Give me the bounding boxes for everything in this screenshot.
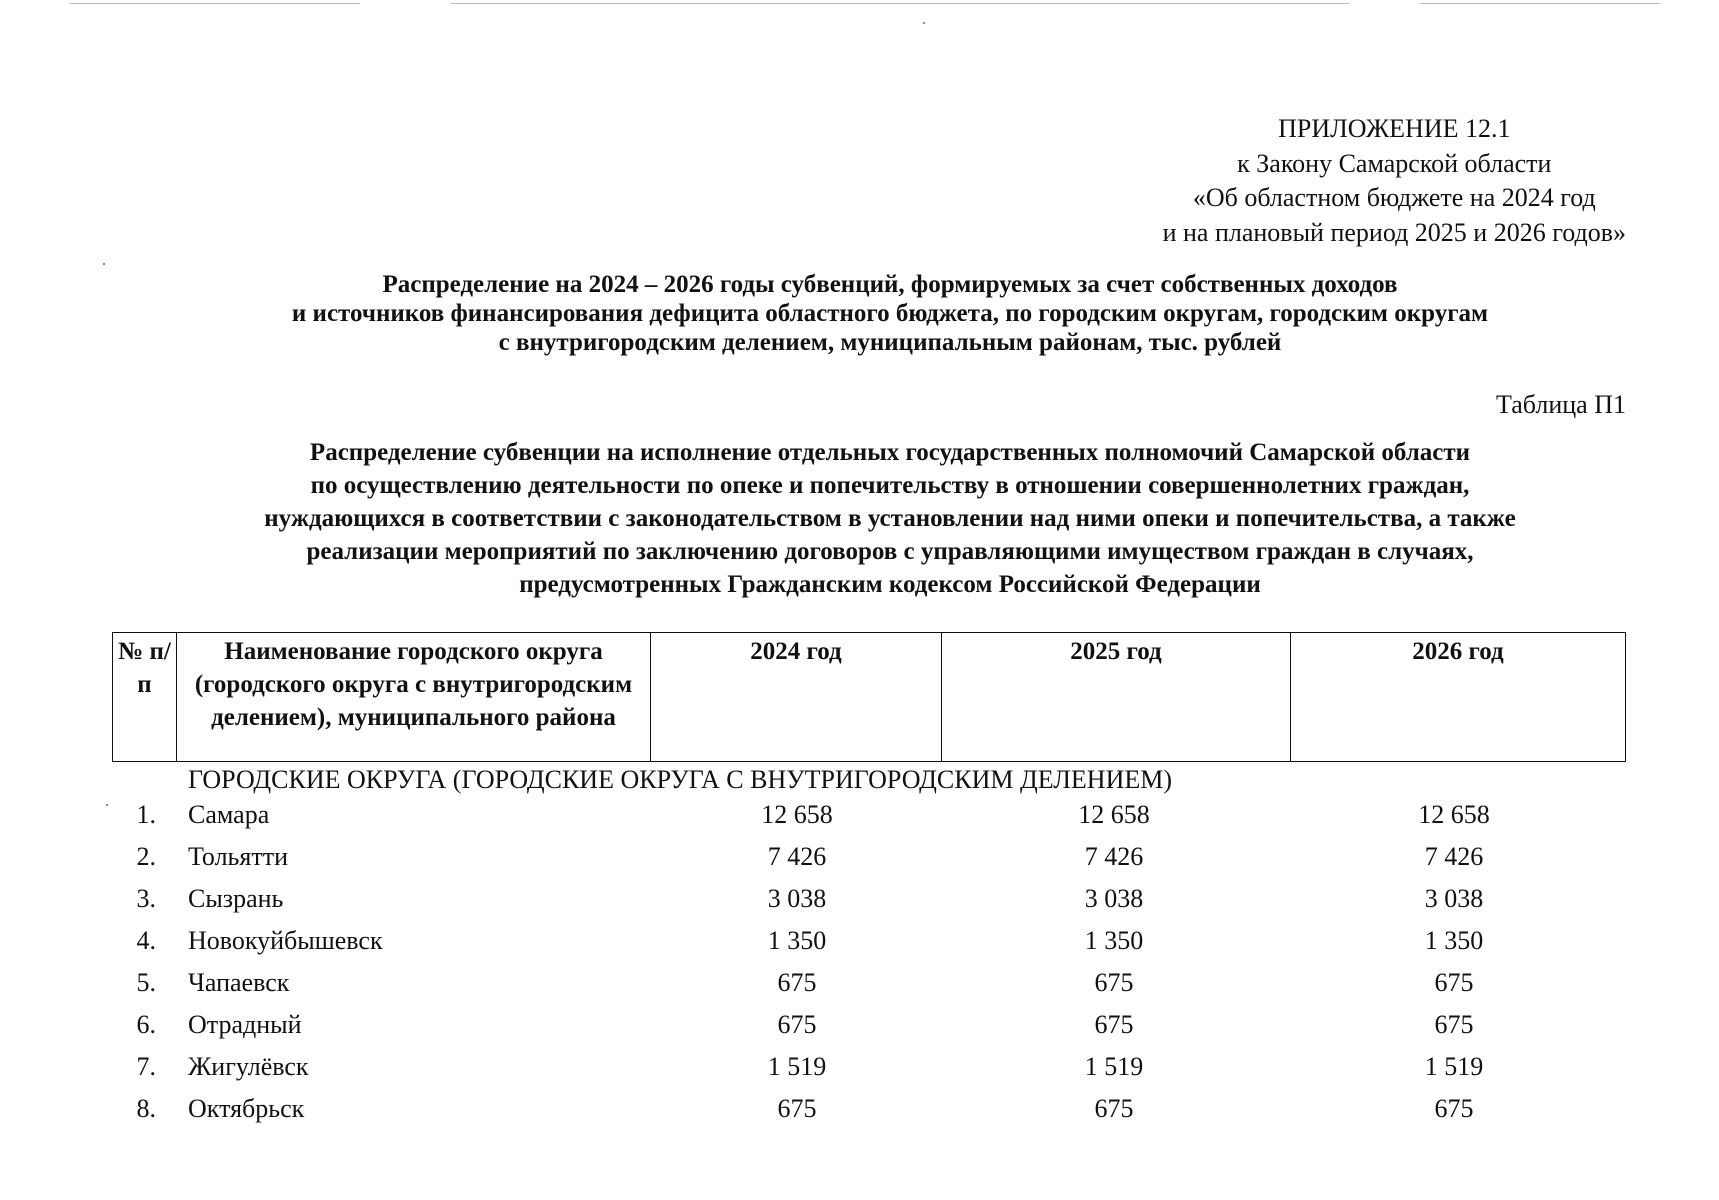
row-value-2026: 1 519 bbox=[1424, 1052, 1484, 1081]
table-row bbox=[0, 795, 1719, 835]
row-number: 8. bbox=[136, 1094, 156, 1123]
title-line: с внутригородским делением, муниципальным районам, тыс. рублей bbox=[498, 329, 1282, 356]
row-value-2024: 675 bbox=[777, 1094, 817, 1123]
row-value-2026: 12 658 bbox=[1418, 800, 1490, 829]
row-name: Сызрань bbox=[188, 884, 284, 913]
row-value-2026: 3 038 bbox=[1424, 884, 1484, 913]
row-number: 1. bbox=[136, 800, 156, 829]
row-value-2024: 1 350 bbox=[767, 926, 827, 955]
table-title-line: нуждающихся в соответствии с законодательством в установлении над ними опеки и попечительства, а также bbox=[264, 505, 1516, 532]
scan-edge-line bbox=[450, 3, 1350, 4]
header-name: Наименование городского округа (городского округа с внутригородским делением), муниципального района bbox=[177, 633, 651, 762]
table-row bbox=[0, 1005, 1719, 1045]
row-value-2026: 7 426 bbox=[1424, 842, 1484, 871]
row-value-2025: 1 350 bbox=[1084, 926, 1144, 955]
row-name: Новокуйбышевск bbox=[188, 926, 383, 955]
group-label: ГОРОДСКИЕ ОКРУГА (ГОРОДСКИЕ ОКРУГА С ВНУТРИГОРОДСКИМ ДЕЛЕНИЕМ) bbox=[188, 765, 1173, 794]
row-number: 6. bbox=[136, 1010, 156, 1039]
row-value-2025: 675 bbox=[1094, 1094, 1134, 1123]
row-value-2026: 1 350 bbox=[1424, 926, 1484, 955]
row-number: 3. bbox=[136, 884, 156, 913]
row-number: 2. bbox=[136, 842, 156, 871]
table-title-line: предусмотренных Гражданским кодексом Российской Федерации bbox=[519, 571, 1261, 598]
row-name: Отрадный bbox=[188, 1010, 302, 1039]
row-value-2026: 675 bbox=[1434, 1094, 1474, 1123]
title-line: и источников финансирования дефицита областного бюджета, по городским округам, городским округам bbox=[291, 300, 1489, 327]
row-value-2025: 1 519 bbox=[1084, 1052, 1144, 1081]
scan-edge-line bbox=[1420, 3, 1660, 4]
row-name: Жигулёвск bbox=[188, 1052, 309, 1081]
appendix-header bbox=[1163, 112, 1626, 250]
row-value-2026: 675 bbox=[1434, 1010, 1474, 1039]
header-2026: 2026 год bbox=[1291, 633, 1626, 762]
appendix-line: ПРИЛОЖЕНИЕ 12.1 bbox=[1278, 114, 1511, 143]
row-value-2024: 3 038 bbox=[767, 884, 827, 913]
header-number: № п/п bbox=[113, 633, 177, 762]
row-name: Самара bbox=[188, 800, 270, 829]
appendix-line: к Закону Самарской области bbox=[1237, 148, 1552, 178]
table-title-line: реализации мероприятий по заключению договоров с управляющими имуществом граждан в случаях, bbox=[306, 538, 1474, 565]
row-name: Октябрьск bbox=[188, 1094, 305, 1123]
row-value-2024: 1 519 bbox=[767, 1052, 827, 1081]
scan-speck bbox=[103, 263, 105, 265]
table-title-line: Распределение субвенции на исполнение отдельных государственных полномочий Самарской области bbox=[309, 439, 1471, 466]
row-value-2025: 7 426 bbox=[1084, 842, 1144, 871]
table-row bbox=[0, 1089, 1719, 1129]
row-value-2024: 675 bbox=[777, 1010, 817, 1039]
title-line: Распределение на 2024 – 2026 годы субвенций, формируемых за счет собственных доходов bbox=[382, 271, 1398, 298]
scan-edge-line bbox=[70, 3, 360, 4]
table-title-line: по осуществлению деятельности по опеке и попечительству в отношении совершеннолетних граждан, bbox=[310, 472, 1470, 499]
row-value-2025: 12 658 bbox=[1078, 800, 1150, 829]
appendix-line: и на плановый период 2025 и 2026 годов» bbox=[1162, 217, 1626, 247]
row-number: 7. bbox=[136, 1052, 156, 1081]
appendix-line: «Об областном бюджете на 2024 год bbox=[1192, 183, 1596, 212]
table-row bbox=[0, 879, 1719, 919]
table-row bbox=[0, 1047, 1719, 1087]
header-2025: 2025 год bbox=[942, 633, 1291, 762]
row-value-2024: 675 bbox=[777, 968, 817, 997]
table-number: Таблица П1 bbox=[1496, 390, 1626, 419]
table-header bbox=[112, 632, 1626, 762]
table-row bbox=[0, 837, 1719, 877]
row-name: Чапаевск bbox=[188, 968, 290, 997]
table-row bbox=[0, 921, 1719, 961]
row-number: 5. bbox=[136, 968, 156, 997]
scan-speck bbox=[923, 22, 925, 24]
row-value-2025: 3 038 bbox=[1084, 884, 1144, 913]
row-value-2025: 675 bbox=[1094, 968, 1134, 997]
row-value-2025: 675 bbox=[1094, 1010, 1134, 1039]
row-value-2024: 12 658 bbox=[761, 800, 833, 829]
table-title bbox=[100, 436, 1680, 601]
row-value-2024: 7 426 bbox=[767, 842, 827, 871]
header-2024: 2024 год bbox=[651, 633, 942, 762]
document-title bbox=[100, 270, 1680, 357]
row-number: 4. bbox=[136, 926, 156, 955]
table-row bbox=[0, 963, 1719, 1003]
row-name: Тольятти bbox=[188, 842, 289, 871]
row-value-2026: 675 bbox=[1434, 968, 1474, 997]
